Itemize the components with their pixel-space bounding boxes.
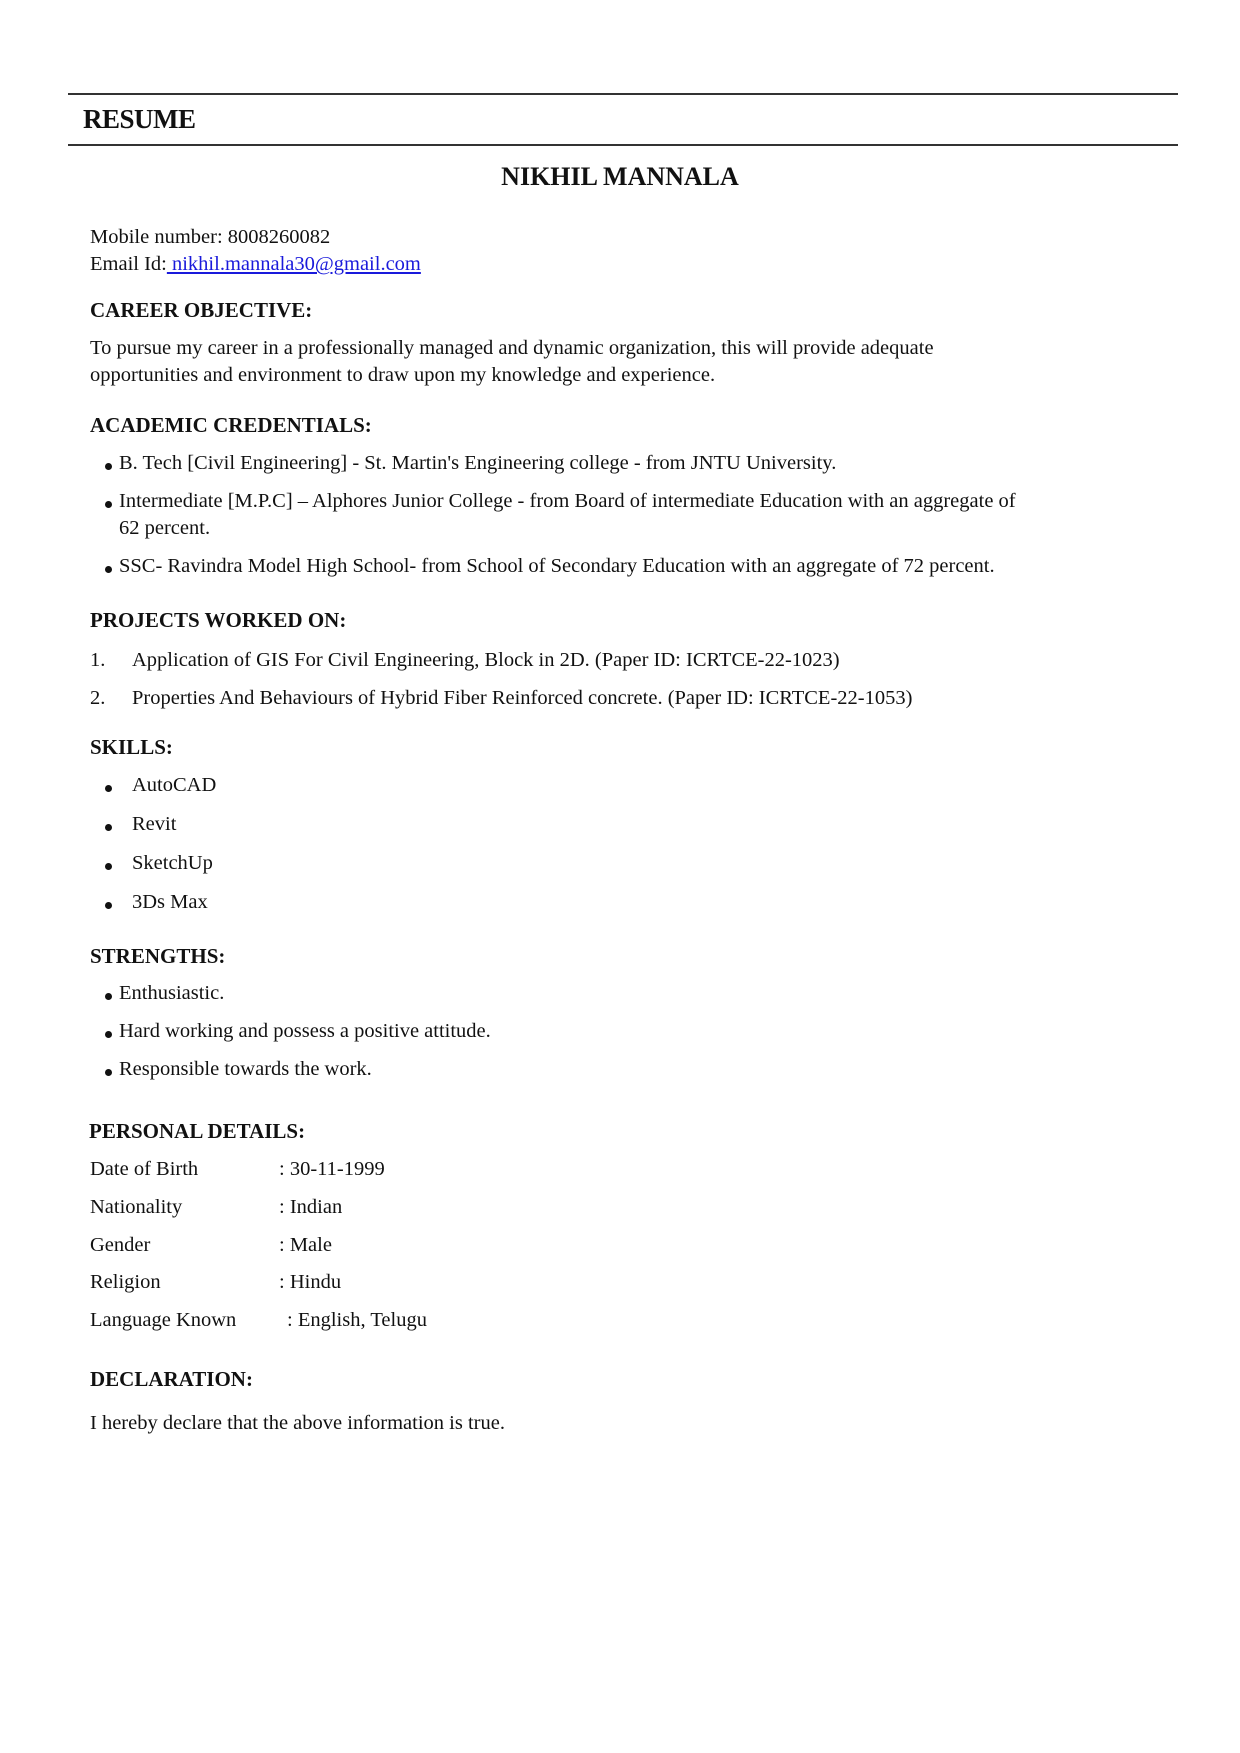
- top-rule: [68, 93, 1178, 95]
- skill-item: SketchUp: [132, 852, 213, 874]
- objective-line: To pursue my career in a professionally managed and dynamic organization, this will provide adequate: [90, 337, 934, 359]
- detail-value: : English, Telugu: [287, 1309, 427, 1331]
- career-objective-heading: CAREER OBJECTIVE:: [90, 298, 313, 322]
- bullet-icon: [105, 785, 112, 792]
- mobile-line: [90, 224, 330, 251]
- document-title: RESUME: [83, 104, 196, 134]
- bullet-icon: [105, 566, 112, 573]
- email-line: [90, 251, 421, 278]
- bullet-icon: [105, 1031, 112, 1038]
- declaration-heading: DECLARATION:: [90, 1367, 253, 1391]
- detail-label: Nationality: [90, 1196, 183, 1218]
- declaration-text: I hereby declare that the above information is true.: [90, 1412, 505, 1434]
- projects-heading: PROJECTS WORKED ON:: [90, 608, 347, 632]
- detail-label: Language Known: [90, 1309, 237, 1331]
- email-link[interactable]: nikhil.mannala30@gmail.com: [166, 253, 421, 275]
- project-number: 2.: [90, 687, 106, 709]
- bullet-icon: [105, 1069, 112, 1076]
- academic-item: SSC- Ravindra Model High School- from School of Secondary Education with an aggregate of 72 percent.: [119, 555, 995, 577]
- bullet-icon: [105, 824, 112, 831]
- skill-item: Revit: [132, 813, 177, 835]
- candidate-name: NIKHIL MANNALA: [501, 162, 739, 191]
- strength-item: Responsible towards the work.: [119, 1058, 372, 1080]
- project-number: 1.: [90, 649, 106, 671]
- project-item: Properties And Behaviours of Hybrid Fiber Reinforced concrete. (Paper ID: ICRTCE-22-1053): [132, 687, 913, 709]
- skills-heading: SKILLS:: [90, 735, 173, 759]
- project-item: Application of GIS For Civil Engineering, Block in 2D. (Paper ID: ICRTCE-22-1023): [132, 649, 840, 671]
- mobile-number: 8008260082: [227, 226, 331, 248]
- bullet-icon: [105, 863, 112, 870]
- skill-item: AutoCAD: [132, 774, 217, 796]
- bullet-icon: [105, 993, 112, 1000]
- skill-item: 3Ds Max: [132, 891, 208, 913]
- personal-details-heading: PERSONAL DETAILS:: [89, 1119, 306, 1143]
- detail-value: : Indian: [279, 1196, 343, 1218]
- detail-label: Gender: [90, 1234, 151, 1256]
- email-label: Email Id:: [90, 253, 167, 275]
- academic-credentials-heading: ACADEMIC CREDENTIALS:: [90, 413, 372, 437]
- academic-item-continuation: 62 percent.: [119, 517, 211, 539]
- academic-item: Intermediate [M.P.C] – Alphores Junior College - from Board of intermediate Education with an aggregate of: [119, 490, 1016, 512]
- detail-value: : 30-11-1999: [279, 1158, 385, 1180]
- objective-line: opportunities and environment to draw upon my knowledge and experience.: [90, 364, 716, 386]
- bottom-rule: [68, 144, 1178, 146]
- strengths-heading: STRENGTHS:: [90, 944, 226, 968]
- detail-value: : Male: [279, 1234, 332, 1256]
- strength-item: Enthusiastic.: [119, 982, 225, 1004]
- detail-value: : Hindu: [279, 1271, 342, 1293]
- strength-item: Hard working and possess a positive attitude.: [119, 1020, 491, 1042]
- mobile-label: Mobile number:: [90, 226, 223, 248]
- detail-label: Religion: [90, 1271, 161, 1293]
- bullet-icon: [105, 902, 112, 909]
- academic-item: B. Tech [Civil Engineering] - St. Martin's Engineering college - from JNTU University.: [119, 452, 837, 474]
- bullet-icon: [105, 501, 112, 508]
- detail-label: Date of Birth: [90, 1158, 199, 1180]
- bullet-icon: [105, 463, 112, 470]
